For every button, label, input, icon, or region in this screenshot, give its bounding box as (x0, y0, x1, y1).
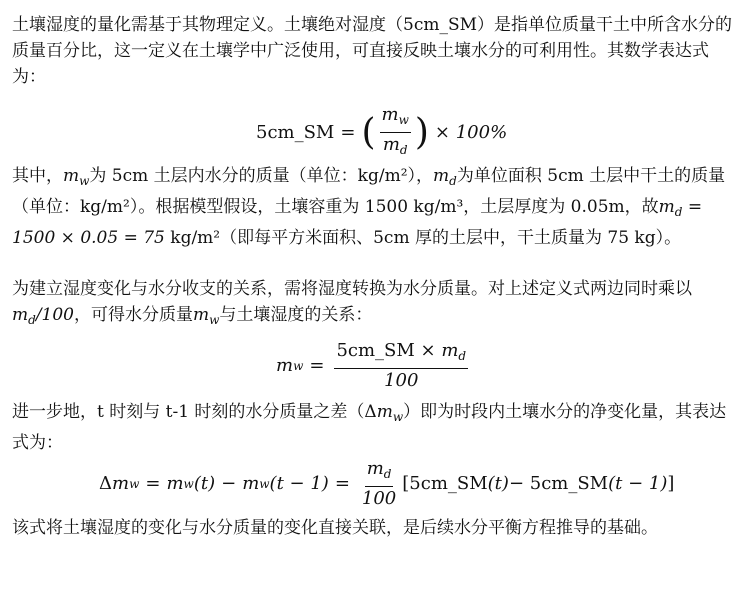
math-sub: w (392, 410, 404, 424)
math-mw: m (63, 166, 80, 186)
math-md: m (658, 197, 675, 217)
eq-lhs: 5cm_SM (256, 121, 335, 143)
fraction-mw-md (380, 104, 411, 161)
math-mw: m (376, 402, 393, 422)
math-sub: d (674, 205, 683, 219)
eq-lhs-sub: w (293, 359, 304, 373)
math-arg: (t − 1) (608, 473, 668, 494)
math-sub: w (259, 477, 270, 491)
paragraph-text: 该式将土壤湿度的变化与水分质量的变化直接关联，是后续水分平衡方程推导的基础。 (12, 518, 658, 538)
numerator-base: m (441, 340, 459, 361)
text-span: 为建立湿度变化与水分收支的关系，需将湿度转换为水分质量。对上述定义式两边同时乘以 (12, 279, 692, 299)
equation-net-change (99, 458, 674, 510)
math-sub: w (129, 477, 140, 491)
numerator-sub: w (398, 113, 409, 127)
paragraph-difference (12, 399, 734, 456)
denominator-sub: d (399, 143, 408, 157)
fraction-sm-md (334, 340, 468, 392)
eq-minus: − (221, 473, 237, 494)
math-sub: w (209, 313, 220, 327)
math-arg: (t) (487, 473, 509, 494)
paragraph-conversion (12, 276, 734, 333)
math-sub: w (79, 174, 90, 188)
delta-symbol: Δ (99, 473, 112, 494)
numerator-sub: d (458, 349, 467, 363)
math-md: m (433, 166, 450, 186)
equation-soil-moisture (256, 104, 507, 161)
math-sub: w (183, 477, 194, 491)
eq-lhs-base: m (276, 355, 294, 376)
numerator-text: 5cm_SM × (336, 340, 442, 361)
text-span: kg/m²（即每平方米面积、5cm 厚的土层中，干土质量为 75 kg）。 (164, 228, 682, 248)
text-span: ）即为时段内土壤水分的净变化量，其表达式为： (12, 402, 727, 453)
eq-equals: = (145, 473, 161, 494)
math-div: /100 (35, 305, 74, 325)
text-span: 进一步地，t 时刻与 t-1 时刻的水分质量之差（Δ (12, 402, 377, 422)
denominator-base: m (382, 134, 400, 155)
text-span: 为 5cm 土层内水分的质量（单位：kg/m²）， (89, 166, 434, 186)
math-m: m (166, 473, 184, 494)
math-mw: m (193, 305, 210, 325)
math-sub: d (28, 313, 36, 327)
math-arg: (t − 1) (269, 473, 329, 494)
eq-equals: = (340, 121, 356, 143)
paragraph-conclusion (12, 515, 734, 541)
eq-rhs: × 100% (434, 121, 508, 143)
math-arg: (t) (193, 473, 216, 494)
bracket-open: [5cm_SM (402, 473, 488, 494)
math-m: m (112, 473, 130, 494)
denominator: 100 (361, 488, 397, 509)
left-paren: ( (361, 111, 376, 153)
math-md: m (12, 305, 29, 325)
fraction-md-100 (360, 458, 398, 510)
text-span: 为单位面积 5cm 土层中干土的质量（单位：kg/m²）。根据模型假设，土壤容重为 1500 kg/m³，土层厚度为 0.05m，故 (12, 166, 726, 217)
numerator-base: m (381, 104, 399, 125)
denominator: 100 (384, 370, 419, 391)
eq-equals: = (334, 473, 350, 494)
eq-equals: = (309, 355, 325, 376)
text-span: 其中， (12, 166, 63, 186)
text-span: ，可得水分质量 (74, 305, 193, 325)
numerator-sub: d (383, 467, 392, 481)
math-calc: = 1500 × 0.05 = 75 (12, 197, 703, 248)
math-m: m (242, 473, 260, 494)
paragraph-variables (12, 163, 734, 251)
right-paren: ) (414, 111, 429, 153)
text-span: 与土壤湿度的关系： (219, 305, 373, 325)
bracket-close: ] (667, 473, 675, 494)
numerator-base: m (366, 458, 384, 479)
eq-minus-term: − 5cm_SM (508, 473, 609, 494)
paragraph-text: 土壤湿度的量化需基于其物理定义。土壤绝对湿度（5cm_SM）是指单位质量干土中所含水分的质量百分比，这一定义在土壤学中广泛使用，可直接反映土壤水分的可利用性。其数学表达式为： (12, 15, 733, 87)
paragraph-definition (12, 12, 734, 90)
math-sub: d (449, 174, 457, 188)
equation-water-mass (276, 340, 472, 392)
